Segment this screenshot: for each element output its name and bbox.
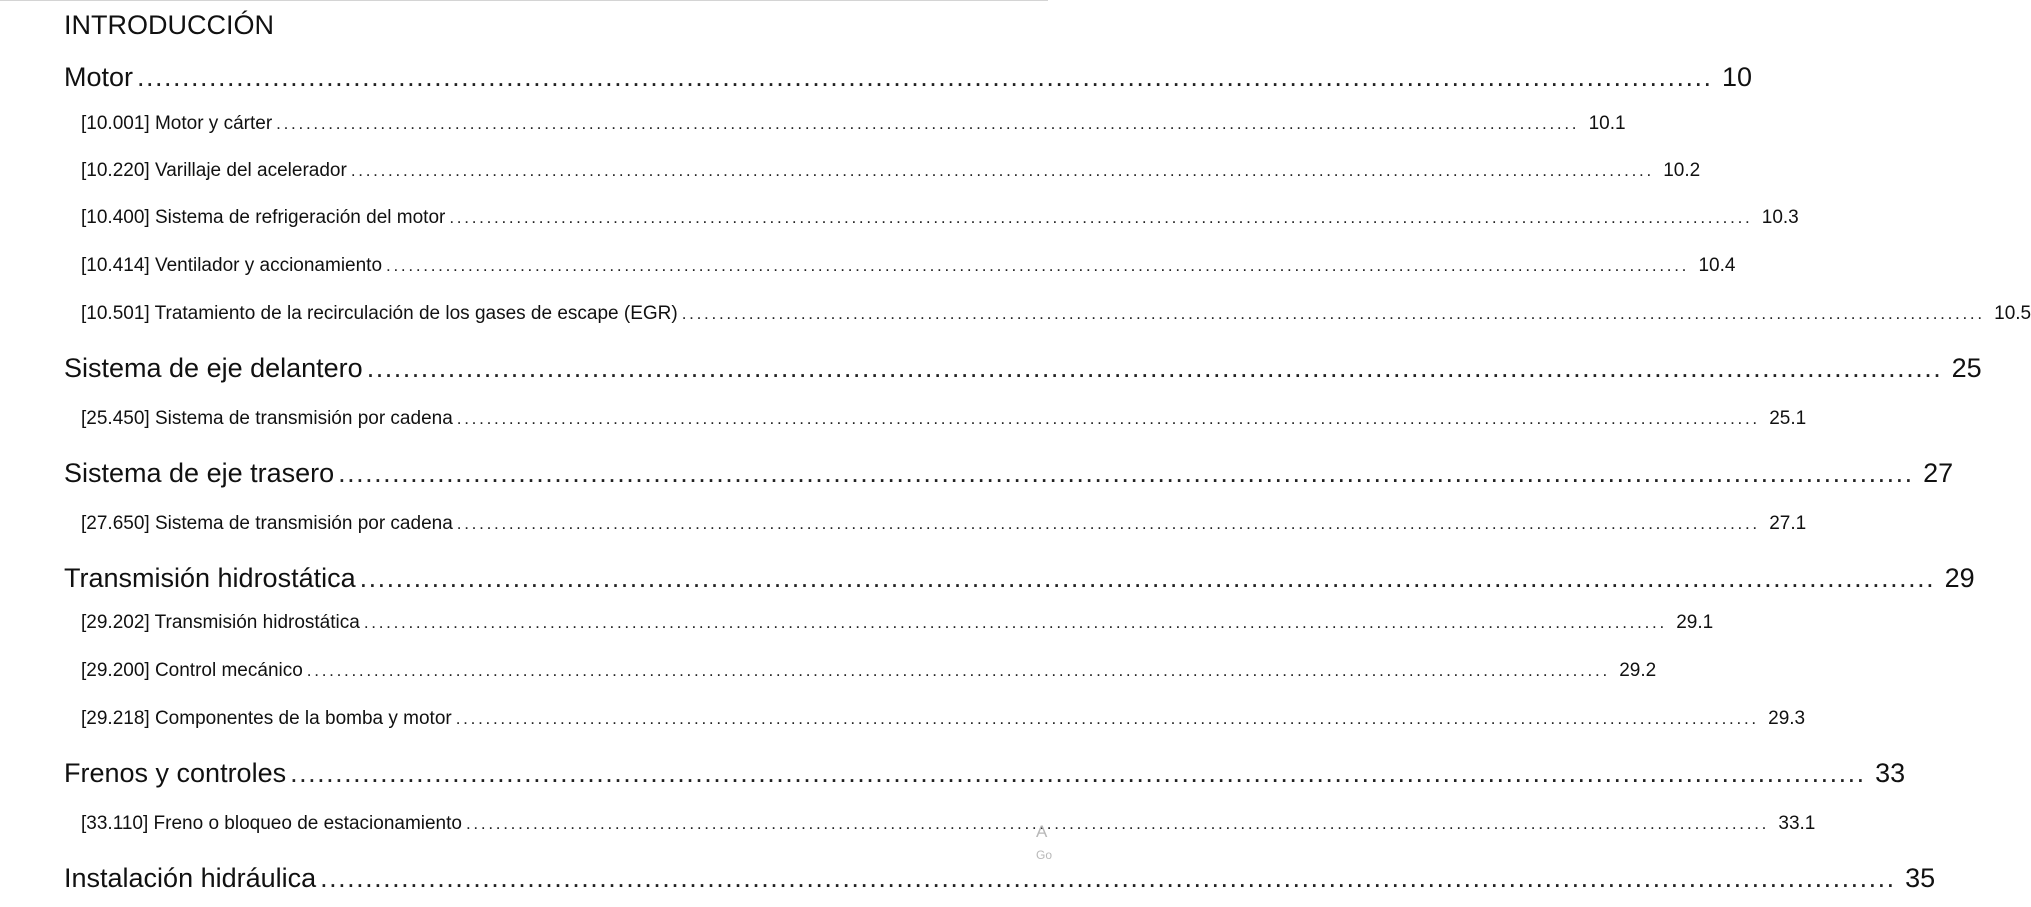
section-page-number: 10.1 — [1588, 113, 1626, 134]
overlay-text-fragment: A — [1036, 822, 1048, 841]
toc-chapter-eje-delantero[interactable] — [64, 351, 1982, 385]
chapter-page-number: 27 — [1923, 458, 1954, 488]
section-title: [10.220] Varillaje del acelerador — [81, 160, 347, 181]
chapter-title: Sistema de eje trasero — [64, 458, 335, 488]
introduction-heading[interactable]: INTRODUCCIÓN — [64, 10, 274, 40]
section-page-number: 10.2 — [1663, 160, 1701, 181]
section-title: [29.202] Transmisión hidrostática — [81, 612, 360, 633]
toc-section-27-650[interactable] — [81, 512, 1807, 536]
toc-section-10-501[interactable] — [81, 302, 2031, 326]
section-page-number: 10.5 — [1994, 303, 2031, 324]
dot-leader — [682, 302, 1981, 326]
toc-chapter-eje-trasero[interactable] — [64, 456, 1954, 490]
toc-chapter-instalacion-hidraulica[interactable] — [64, 861, 1936, 895]
section-title: [27.650] Sistema de transmisión por cadena — [81, 513, 453, 534]
section-page-number: 25.1 — [1769, 408, 1807, 429]
toc-section-25-450[interactable] — [81, 407, 1807, 431]
chapter-title: Sistema de eje delantero — [64, 353, 363, 383]
section-page-number: 33.1 — [1778, 813, 1816, 834]
toc-section-10-001[interactable] — [81, 112, 1626, 136]
chapter-page-number: 35 — [1905, 863, 1936, 893]
dot-leader — [457, 407, 1756, 431]
dot-leader — [276, 112, 1575, 136]
dot-leader — [457, 512, 1756, 536]
section-title: [29.200] Control mecánico — [81, 660, 303, 681]
dot-leader — [137, 60, 1708, 94]
section-title: [25.450] Sistema de transmisión por cadena — [81, 408, 453, 429]
toc-section-10-220[interactable] — [81, 159, 1701, 183]
chapter-title: Transmisión hidrostática — [64, 563, 356, 593]
toc-section-29-202[interactable] — [81, 611, 1714, 635]
chapter-page-number: 29 — [1944, 563, 1975, 593]
dot-leader — [456, 707, 1755, 731]
toc-chapter-motor[interactable] — [64, 60, 1753, 94]
section-title: [29.218] Componentes de la bomba y motor — [81, 708, 452, 729]
section-title: [33.110] Freno o bloqueo de estacionamiento — [81, 813, 462, 834]
dot-leader — [351, 159, 1650, 183]
dot-leader — [466, 812, 1765, 836]
section-page-number: 10.4 — [1698, 255, 1736, 276]
dot-leader — [320, 861, 1891, 895]
dot-leader — [367, 351, 1938, 385]
section-title: [10.400] Sistema de refrigeración del motor — [81, 207, 446, 228]
dot-leader — [386, 254, 1685, 278]
chapter-page-number: 25 — [1951, 353, 1982, 383]
section-page-number: 29.3 — [1768, 708, 1806, 729]
section-page-number: 29.2 — [1619, 660, 1657, 681]
section-page-number: 10.3 — [1761, 207, 1799, 228]
dot-leader — [449, 206, 1748, 230]
dot-leader — [364, 611, 1663, 635]
chapter-title: Instalación hidráulica — [64, 863, 317, 893]
toc-section-10-400[interactable] — [81, 206, 1799, 230]
chapter-title: Motor — [64, 62, 134, 92]
toc-section-33-110[interactable] — [81, 812, 1816, 836]
toc-chapter-transmision-hidrostatica[interactable] — [64, 561, 1975, 595]
dot-leader — [338, 456, 1909, 490]
dot-leader — [307, 659, 1606, 683]
top-border — [0, 0, 1048, 1]
toc-chapter-frenos-controles[interactable] — [64, 756, 1906, 790]
section-page-number: 27.1 — [1769, 513, 1807, 534]
toc-section-29-218[interactable] — [81, 707, 1806, 731]
section-title: [10.414] Ventilador y accionamiento — [81, 255, 383, 276]
section-page-number: 29.1 — [1676, 612, 1714, 633]
chapter-title: Frenos y controles — [64, 758, 287, 788]
overlay-text-fragment-small: Go — [1036, 848, 1053, 862]
toc-section-10-414[interactable] — [81, 254, 1736, 278]
section-title: [10.501] Tratamiento de la recirculación de los gases de escape (EGR) — [81, 303, 678, 324]
dot-leader — [290, 756, 1861, 790]
dot-leader — [360, 561, 1931, 595]
toc-section-29-200[interactable] — [81, 659, 1657, 683]
chapter-page-number: 10 — [1722, 62, 1753, 92]
chapter-page-number: 33 — [1875, 758, 1906, 788]
section-title: [10.001] Motor y cárter — [81, 113, 273, 134]
